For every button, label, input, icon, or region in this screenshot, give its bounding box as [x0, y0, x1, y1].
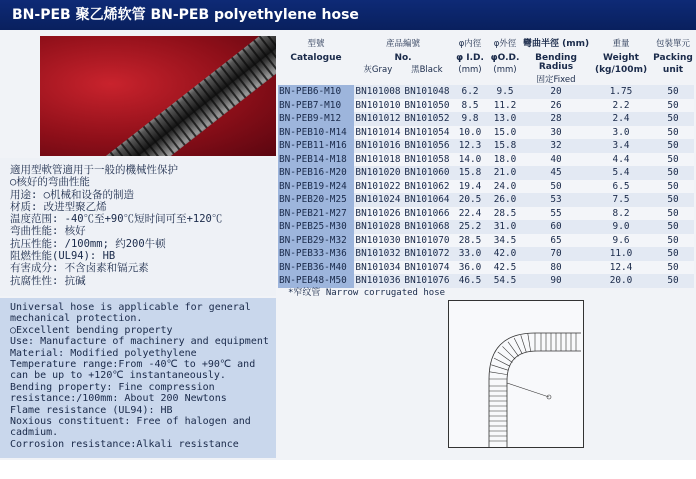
cell-gray: BN101030 — [355, 234, 401, 246]
cell-cat: BN-PEB16-M20 — [278, 166, 354, 180]
cn-line: 阻燃性能(UL94): HB — [10, 250, 116, 263]
table-row — [278, 220, 694, 234]
cell-cat: BN-PEB7-M10 — [278, 99, 354, 113]
table-row — [278, 234, 694, 248]
cell-weight: 4.4 — [590, 153, 652, 167]
page-footer — [0, 460, 696, 479]
cell-black: BN101068 — [402, 220, 452, 234]
cell-weight: 7.5 — [590, 193, 652, 207]
cell-od: 54.5 — [488, 274, 522, 288]
col-product-no: 產品編號 No. 灰Gray 黑Black — [363, 39, 443, 75]
cell-pack: 50 — [652, 234, 694, 248]
cell-black: BN101060 — [402, 166, 452, 180]
col-gray: 灰Gray — [363, 65, 393, 75]
table-row — [278, 193, 694, 207]
cell-bend: 90 — [522, 274, 590, 288]
cell-bend: 20 — [522, 85, 590, 99]
cell-bend: 26 — [522, 99, 590, 113]
cell-id: 15.8 — [452, 166, 488, 180]
cell-black: BN101066 — [402, 207, 452, 221]
cell-gray: BN101008 — [355, 86, 401, 97]
cell-pack: 50 — [652, 220, 694, 234]
cell-cat: BN-PEB10-M14 — [278, 126, 354, 140]
cell-black: BN101062 — [402, 180, 452, 194]
col-catalogue: 型號 Catalogue — [290, 39, 342, 63]
cell-weight: 3.0 — [590, 126, 652, 140]
cell-weight: 2.2 — [590, 99, 652, 113]
page-header — [0, 0, 696, 30]
cell-cat: BN-PEB21-M27 — [278, 207, 354, 221]
cn-line: 温度范围: -40℃至+90℃短时间可至+120℃ — [10, 213, 223, 226]
cell-weight: 3.4 — [590, 139, 652, 153]
cell-bend: 30 — [522, 126, 590, 140]
cell-od: 42.0 — [488, 247, 522, 261]
cell-weight: 9.6 — [590, 234, 652, 248]
cell-id: 22.4 — [452, 207, 488, 221]
en-line: Corrosion resistance:Alkali resistance — [10, 438, 239, 450]
cn-line: 抗腐性性: 抗碱 — [10, 274, 86, 287]
cell-od: 21.0 — [488, 166, 522, 180]
cell-gray: BN101018 — [355, 153, 401, 165]
cell-id: 20.5 — [452, 193, 488, 207]
cell-gray: BN101010 — [355, 99, 401, 111]
cell-black: BN101064 — [402, 193, 452, 207]
cell-weight: 5.4 — [590, 166, 652, 180]
cell-od: 24.0 — [488, 180, 522, 194]
cell-od: 26.0 — [488, 193, 522, 207]
table-row — [278, 166, 694, 180]
table-row — [278, 247, 694, 261]
cell-od: 28.5 — [488, 207, 522, 221]
cell-weight: 11.0 — [590, 247, 652, 261]
cell-pack: 50 — [652, 112, 694, 126]
hose-photo — [40, 36, 276, 156]
en-line: Use: Manufacture of machinery and equipment — [10, 336, 269, 348]
cell-gray: BN101014 — [355, 126, 401, 138]
cell-pack: 50 — [652, 274, 694, 288]
cell-cat: BN-PEB20-M25 — [278, 193, 354, 207]
cell-black: BN101048 — [402, 85, 452, 99]
cell-id: 36.0 — [452, 261, 488, 275]
cell-gray: BN101026 — [355, 207, 401, 219]
cell-black: BN101074 — [402, 261, 452, 275]
col-weight: 重量 Weight (kg/100m) — [594, 39, 648, 75]
cell-cat: BN-PEB14-M18 — [278, 153, 354, 167]
en-line: Temperature range:From -40℃ to +90℃ and can be up to +120℃ instantaneously. — [10, 359, 256, 382]
cell-gray: BN101012 — [355, 113, 401, 124]
english-description — [0, 298, 276, 458]
cell-bend: 45 — [522, 166, 590, 180]
spec-table-wrap — [278, 40, 694, 288]
cell-black: BN101070 — [402, 234, 452, 248]
cell-bend: 80 — [522, 261, 590, 275]
chinese-description — [0, 158, 276, 296]
cell-pack: 50 — [652, 166, 694, 180]
cell-bend: 65 — [522, 234, 590, 248]
cell-black: BN101076 — [402, 274, 452, 288]
cn-line: 用途: ○机械和设备的制造 — [10, 188, 134, 201]
cn-line: 弯曲性能: 核好 — [10, 225, 86, 238]
cell-weight: 12.4 — [590, 261, 652, 275]
cell-id: 12.3 — [452, 139, 488, 153]
header-cn-title: 聚乙烯软管 — [75, 7, 146, 23]
corrugated-hose-image — [40, 36, 276, 156]
cell-bend: 55 — [522, 207, 590, 221]
en-line: Universal hose is applicable for general mechanical protection. — [10, 302, 251, 325]
cell-id: 19.4 — [452, 180, 488, 194]
table-row — [278, 153, 694, 167]
cell-od: 11.2 — [488, 99, 522, 113]
table-row — [278, 139, 694, 153]
table-row — [278, 99, 694, 113]
table-row — [278, 207, 694, 221]
cell-cat: BN-PEB11-M16 — [278, 139, 354, 153]
cell-weight: 6.5 — [590, 180, 652, 194]
cell-cat: BN-PEB48-M50 — [278, 274, 354, 288]
hose-bend-diagram — [448, 300, 584, 448]
cell-pack: 50 — [652, 126, 694, 140]
cell-pack: 50 — [652, 180, 694, 194]
cell-gray: BN101032 — [355, 248, 401, 259]
cell-bend: 50 — [522, 180, 590, 194]
en-line: Noxious constituent: Free of halogen and cadmium. — [10, 416, 251, 439]
cell-cat: BN-PEB25-M30 — [278, 220, 354, 234]
cn-line: 有害成分: 不含卤素和镉元素 — [10, 262, 149, 275]
cell-od: 13.0 — [488, 112, 522, 126]
cell-id: 46.5 — [452, 274, 488, 288]
cell-pack: 50 — [652, 153, 694, 167]
table-row — [278, 180, 694, 194]
cell-weight: 2.4 — [590, 112, 652, 126]
cell-black: BN101054 — [402, 126, 452, 140]
cell-cat: BN-PEB6-M10 — [278, 85, 354, 99]
cell-pack: 50 — [652, 85, 694, 99]
cell-id: 28.5 — [452, 234, 488, 248]
cell-id: 14.0 — [452, 153, 488, 167]
cell-od: 34.5 — [488, 234, 522, 248]
cell-black: BN101052 — [402, 112, 452, 126]
table-row — [278, 126, 694, 140]
cell-id: 33.0 — [452, 247, 488, 261]
cn-line: 抗压性能: /100mm; 约200牛顿 — [10, 237, 166, 250]
cell-gray: BN101036 — [355, 275, 401, 286]
cell-pack: 50 — [652, 99, 694, 113]
cn-line: 材质: 改进型聚乙烯 — [10, 200, 107, 213]
cell-od: 18.0 — [488, 153, 522, 167]
cn-line: ○核好的弯曲性能 — [10, 176, 90, 189]
cell-weight: 20.0 — [590, 274, 652, 288]
cell-gray: BN101016 — [355, 140, 401, 151]
en-line: Material: Modified polyethylene — [10, 347, 197, 359]
col-id: φ内徑 φ I.D. (mm) — [456, 39, 484, 75]
cell-bend: 32 — [522, 139, 590, 153]
cell-black: BN101058 — [402, 153, 452, 167]
col-packing: 包裝單元 Packing unit — [653, 39, 693, 75]
cell-od: 15.0 — [488, 126, 522, 140]
table-header-row — [278, 40, 694, 85]
en-line: ○Excellent bending property — [10, 324, 173, 336]
cell-id: 8.5 — [452, 99, 488, 113]
table-row — [278, 261, 694, 275]
en-line: Bending property: Fine compression resistance:/100mm: About 200 Newtons — [10, 381, 227, 405]
cell-od: 9.5 — [488, 85, 522, 99]
cell-bend: 40 — [522, 153, 590, 167]
cell-pack: 50 — [652, 247, 694, 261]
cell-id: 9.8 — [452, 112, 488, 126]
spec-table — [278, 40, 694, 288]
cell-gray: BN101024 — [355, 194, 401, 205]
col-od: φ外徑 φO.D. (mm) — [490, 39, 520, 75]
spec-table-body — [278, 85, 694, 288]
table-row — [278, 85, 694, 99]
bent-hose-icon — [449, 301, 585, 449]
cell-black: BN101050 — [402, 99, 452, 113]
cell-bend: 70 — [522, 247, 590, 261]
cell-pack: 50 — [652, 261, 694, 275]
cell-bend: 53 — [522, 193, 590, 207]
cell-id: 25.2 — [452, 220, 488, 234]
cn-line: 適用型軟管適用于一般的機械性保护 — [10, 164, 178, 176]
cell-pack: 50 — [652, 139, 694, 153]
cell-pack: 50 — [652, 193, 694, 207]
cell-cat: BN-PEB29-M32 — [278, 234, 354, 248]
cell-od: 31.0 — [488, 220, 522, 234]
cell-weight: 1.75 — [590, 85, 652, 99]
header-code: BN-PEB — [12, 7, 71, 23]
cell-cat: BN-PEB19-M24 — [278, 180, 354, 194]
cell-pack: 50 — [652, 207, 694, 221]
cell-gray: BN101034 — [355, 261, 401, 273]
cell-black: BN101056 — [402, 139, 452, 153]
cell-cat: BN-PEB33-M36 — [278, 247, 354, 261]
en-line: Flame resistance (UL94): HB — [10, 404, 173, 416]
cell-black: BN101072 — [402, 247, 452, 261]
cell-gray: BN101020 — [355, 167, 401, 178]
diagram-title: *窄纹管 Narrow corrugated hose — [288, 288, 446, 298]
cell-bend: 60 — [522, 220, 590, 234]
col-bending-radius: 彎曲半徑 (mm) Bending Radius 固定Fixed — [522, 39, 590, 85]
col-black: 黑Black — [411, 65, 443, 75]
cell-cat: BN-PEB36-M40 — [278, 261, 354, 275]
cell-weight: 9.0 — [590, 220, 652, 234]
cell-gray: BN101028 — [355, 221, 401, 232]
cell-od: 42.5 — [488, 261, 522, 275]
cell-gray: BN101022 — [355, 180, 401, 192]
table-row — [278, 112, 694, 126]
cell-weight: 8.2 — [590, 207, 652, 221]
cell-id: 10.0 — [452, 126, 488, 140]
cell-cat: BN-PEB9-M12 — [278, 112, 354, 126]
cell-id: 6.2 — [452, 85, 488, 99]
cell-bend: 28 — [522, 112, 590, 126]
header-en-title: BN-PEB polyethylene hose — [150, 7, 359, 23]
cell-od: 15.8 — [488, 139, 522, 153]
